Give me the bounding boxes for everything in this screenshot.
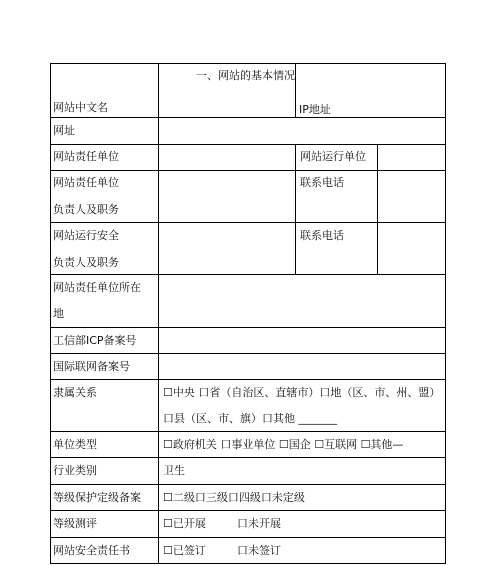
row-divider [50, 222, 446, 223]
protection-level-options[interactable]: ☐二级口三级口四级口未定级 [163, 491, 305, 504]
table-border-right [445, 63, 446, 563]
unit-address-label-line1: 网站责任单位所在 [53, 281, 141, 294]
row-divider [50, 117, 446, 118]
intl-record-label: 国际联网备案号 [53, 360, 130, 373]
unit-type-options[interactable]: ☐政府机关 口事业单位 ☐国企 ☐互联网 ☐其他— [163, 438, 404, 451]
security-person-label-line1: 网站运行安全 [53, 229, 119, 242]
industry-label: 行业类别 [53, 464, 97, 477]
row-divider [50, 274, 446, 275]
unit-address-label-line2: 地 [53, 307, 64, 320]
row-divider [50, 144, 446, 145]
phone-label: 联系电话 [300, 229, 344, 242]
row-divider [50, 170, 446, 171]
table-border-left [50, 63, 51, 563]
table-border-top [50, 63, 446, 64]
responsible-person-label-line2: 负责人及职务 [53, 203, 119, 216]
affiliation-options-line2[interactable]: 口县（区、市、旗）口其他 _______ [163, 412, 337, 425]
row-divider [50, 510, 446, 511]
row-divider [50, 457, 446, 458]
inner-column-divider [295, 63, 296, 117]
affiliation-options-line1[interactable]: ☐中央 口省（自治区、直辖市）口地（区、市、州、盟） [163, 386, 441, 399]
level-assessment-label: 等级测评 [53, 517, 97, 530]
industry-value: 卫生 [163, 464, 185, 477]
row-divider [50, 327, 446, 328]
row-divider [50, 353, 446, 354]
phone-label: 联系电话 [300, 176, 344, 189]
row-divider [50, 379, 446, 380]
security-letter-option-unsigned[interactable]: 口未签订 [237, 544, 281, 557]
unit-type-label: 单位类型 [53, 438, 97, 451]
site-name-label: 网站中文名 [53, 101, 108, 114]
icp-label: 工信部ICP备案号 [53, 334, 137, 347]
row-divider [50, 484, 446, 485]
inner-column-divider [377, 144, 378, 274]
section-title: 一、网站的基本情况 [196, 69, 295, 82]
row-divider [50, 537, 446, 538]
responsible-person-label-line1: 网站责任单位 [53, 176, 119, 189]
table-border-bottom [50, 563, 446, 564]
operator-unit-label: 网站运行单位 [300, 150, 366, 163]
ip-address-label: IP地址 [299, 103, 331, 116]
protection-level-label: 等级保护定级备案 [53, 491, 141, 504]
affiliation-label: 隶属关系 [53, 386, 97, 399]
responsible-unit-label: 网站责任单位 [53, 150, 119, 163]
level-assessment-option-not-done[interactable]: 口未开展 [237, 517, 281, 530]
url-label: 网址 [53, 124, 75, 137]
security-letter-option-signed[interactable]: ☐已签订 [163, 544, 206, 557]
label-column-divider [158, 63, 159, 563]
row-divider [50, 431, 446, 432]
security-letter-label: 网站安全责任书 [53, 544, 130, 557]
security-person-label-line2: 负责人及职务 [53, 256, 119, 269]
inner-column-divider [295, 144, 296, 274]
level-assessment-option-done[interactable]: ☐已开展 [163, 517, 206, 530]
